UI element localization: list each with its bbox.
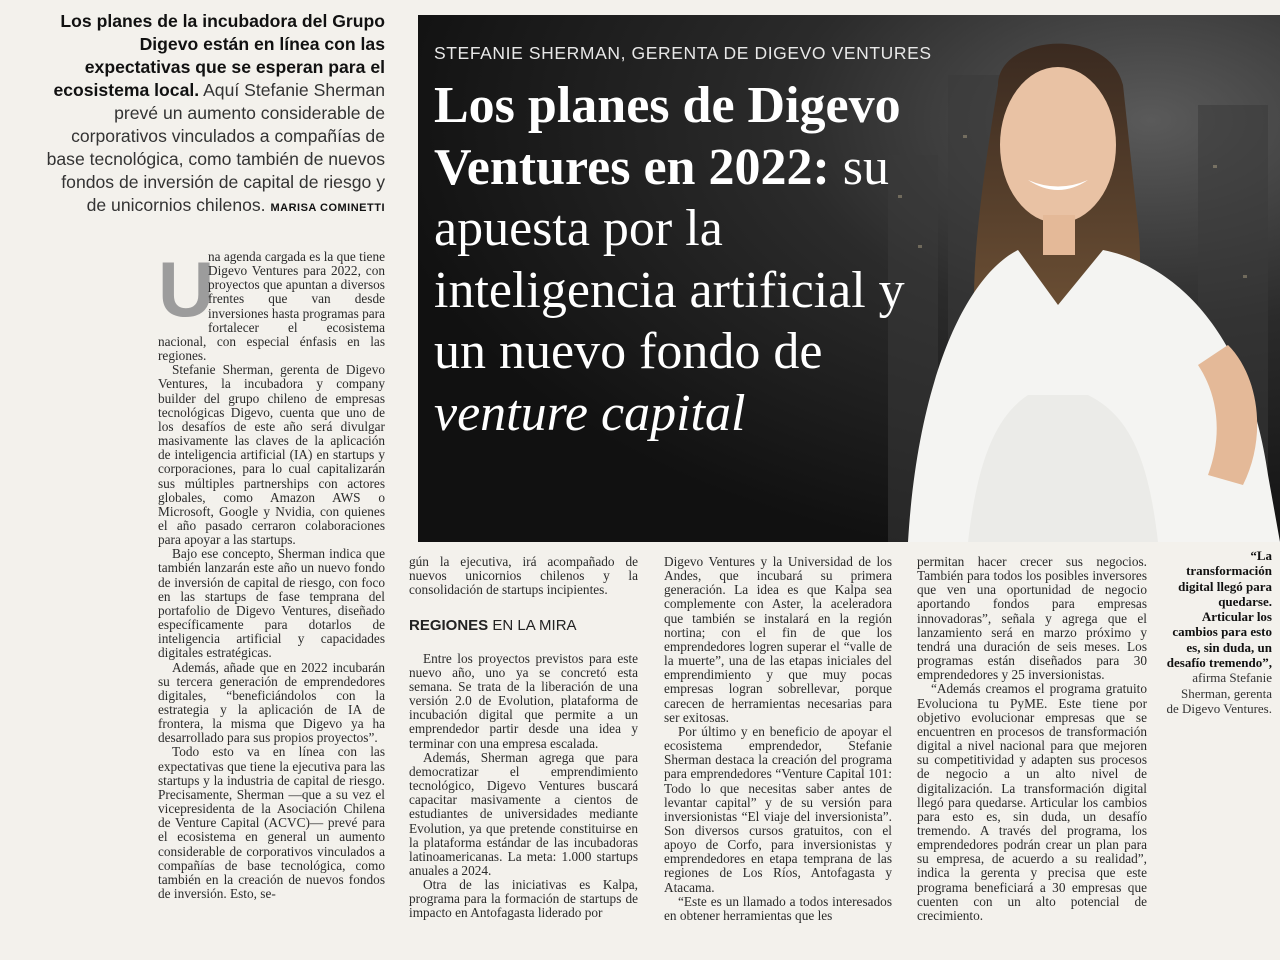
byline: MARISA COMINETTI bbox=[270, 202, 385, 214]
section-subhead bbox=[409, 619, 638, 633]
article-column-4 bbox=[917, 555, 1147, 923]
subhead-bold: REGIONES bbox=[409, 617, 489, 635]
hero-banner bbox=[418, 15, 1280, 542]
article-column-2 bbox=[409, 555, 638, 921]
article-column-3 bbox=[664, 555, 892, 923]
pull-quote bbox=[1166, 548, 1272, 716]
paragraph: Bajo ese concepto, Sherman indica que también lanzarán este año un nuevo fondo de inversión de capital de riesgo, con foco en las startups de fase temprana del portafolio de Digevo Ventures, diseñado específicamente para dotarlos de inteligencia artificial y capacidades digitales estratégicas. bbox=[158, 546, 385, 661]
paragraph: Otra de las iniciativas es Kalpa, programa para la formación de startups de impacto en Antofagasta liderado por bbox=[409, 877, 638, 921]
article-column-1 bbox=[158, 245, 385, 902]
paragraph: Por último y en beneficio de apoyar el ecosistema emprendedor, Stefanie Sherman destaca la creación del programa para emprendedores “Venture Capital 101: Todo lo que necesitas saber antes de levantar capital” y de su versión para inversionistas “El viaje del inversionista”. Son diversos cursos gratuitos, con el apoyo de Corfo, para inversionistas y emprendedores en etapa temprana de las regiones de Los Ríos, Antofagasta y Atacama. bbox=[664, 723, 892, 895]
headline-regular: su apuesta por la inteligencia artificial y un nuevo fondo de bbox=[434, 138, 905, 380]
subhead-rest: EN LA MIRA bbox=[488, 617, 577, 635]
paragraph: Stefanie Sherman, gerenta de Digevo Ventures, la incubadora y company builder del grupo chileno de empresas tecnológicas Digevo, cuenta que uno de los desafíos de este año será divulgar masivamente las claves de la aplicación de inteligencia artificial (IA) en startups y corporaciones, para lo cual capitalizarán sus múltiples partnerships con actores globales, como Amazon AWS o Microsoft, Google y Nvidia, con quienes el año pasado cerraron colaboraciones para apoyar a las startups. bbox=[158, 362, 385, 548]
paragraph: na agenda cargada es la que tiene Digevo Ventures para 2022, con proyectos que apuntan a diversos frentes que van desde inversiones hasta programas para fortalecer el ecosistema nacional, con especial énfasis en las regiones. bbox=[158, 249, 385, 364]
paragraph: “Además creamos el programa gratuito Evoluciona tu PyME. Este tiene por objetivo evolucionar empresas que se encuentren en procesos de transformación digital a nivel nacional para que mejoren su competitividad y adapten sus procesos de negocio a un alto nivel de digitalización. La transformación digital llegó para quedarse. Articular los cambios para esto es, sin duda, un desafío tremendo. A través del programa, los emprendedores podrán crear un plan para su empresa, de acuerdo a su realidad”, indica la gerenta y precisa que este programa beneficiará a 30 empresas que cuenten con un alto potencial de crecimiento. bbox=[917, 681, 1147, 923]
paragraph: gún la ejecutiva, irá acompañado de nuevos unicornios chilenos y la consolidación de startups incipientes. bbox=[409, 554, 638, 598]
headline-bold: Los planes de Digevo Ventures en 2022: bbox=[434, 77, 901, 196]
paragraph: Todo esto va en línea con las expectativas que tiene la ejecutiva para las startups y la industria de capital de riesgo. Precisamente, Sherman —que a su vez el vicepresidenta de la Asociación Chilena de Venture Capital (ACVC)— prevé para el ecosistema en general un aumento considerable de corporativos vinculados a compañías de base tecnológica, como también en la creación de nuevos fondos de inversión. Esto, se- bbox=[158, 744, 385, 902]
pull-quote-text: “La transformación digital llegó para quedarse. Articular los cambios para esto es, sin duda, un desafío tremendo”, bbox=[1166, 548, 1272, 671]
paragraph: Digevo Ventures y la Universidad de los Andes, que incubará su primera generación. La idea es que Kalpa sea complemente con Aster, la aceleradora que también se instalará en la región nortina; con el fin de que los emprendedores logren superar el “valle de la muerte”, una de las etapas iniciales del emprendimiento y que muy pocas empresas logran sobrellevar, porque carecen de herramientas necesarias para ser exitosas. bbox=[664, 554, 892, 725]
deck-text: Aquí Stefanie Sherman prevé un aumento considerable de corporativos vinculados a compañías de base tecnológica, como también de nuevos fondos de inversión de capital de riesgo y de unicornios chilenos. bbox=[46, 80, 385, 215]
hero-kicker: STEFANIE SHERMAN, GERENTA DE DIGEVO VENTURES bbox=[434, 43, 932, 63]
headline-italic: venture capital bbox=[434, 384, 746, 442]
deck-bold: Los planes de la incubadora del Grupo Digevo están en línea con las expectativas que se esperan para el ecosistema local. bbox=[53, 11, 385, 100]
paragraph: Además, añade que en 2022 incubarán su tercera generación de emprendedores digitales, “beneficiándolos con la estrategia y la aplicación de IA de frontera, la misma que Digevo ya ha desarrollado para sus propios proyectos”. bbox=[158, 659, 385, 746]
pull-quote-attribution: afirma Stefanie Sherman, gerenta de Digevo Ventures. bbox=[1166, 670, 1272, 716]
headline bbox=[434, 75, 954, 444]
drop-cap: U bbox=[158, 245, 215, 333]
paragraph: Entre los proyectos previstos para este nuevo año, uno ya se concretó esta semana. Se trata de la liberación de una versión 2.0 de Evolution, plataforma de incubación digital que permite a un emprendedor partir desde una idea y terminar con una empresa escalada. bbox=[409, 650, 638, 751]
article-deck bbox=[40, 10, 385, 220]
paragraph: permitan hacer crecer sus negocios. También para todos los posibles inversores que ven una oportunidad de negocio aportando fondos para empresas innovadoras”, señala y agrega que el lanzamiento será en marzo próximo y tendrá una duración de seis meses. Los programas están diseñados para 30 emprendedores y 25 inversionistas. bbox=[917, 554, 1147, 683]
paragraph: “Este es un llamado a todos interesados en obtener herramientas que les bbox=[664, 893, 892, 923]
paragraph: Además, Sherman agrega que para democratizar el emprendimiento tecnológico, Digevo Ventures buscará capacitar masivamente a cientos de estudiantes de universidades mediante Evolution, ya que pretende constituirse en la plataforma estándar de las incubadoras latinoamericanas. La meta: 1.000 startups anuales a 2024. bbox=[409, 749, 638, 878]
